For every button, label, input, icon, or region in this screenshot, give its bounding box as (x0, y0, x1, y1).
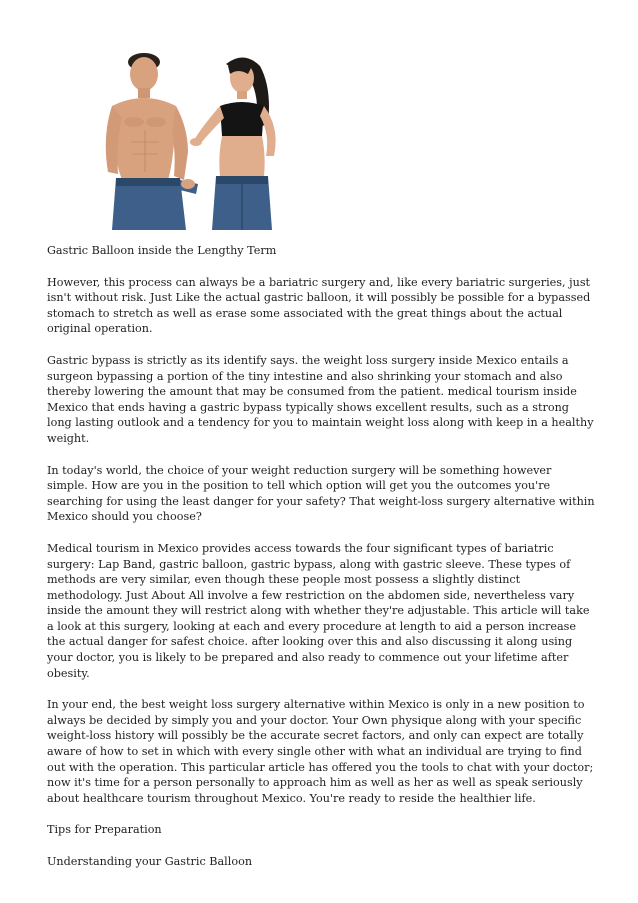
paragraph-conclusion: In your end, the best weight loss surgery alternative within Mexico is only in a new position to always be decided by simply you and your doctor. Your Own physique along with your specific weight-loss history will possibly be the accurate secret factors, and only can expect are totally aware of how to set in which with every single other with what an individual are trying to find out with the operation. This particular article has offered you the tools to chat with your doctor; now it's time for a person personally to approach him as well as her as well as speak seriously about healthcare tourism throughout Mexico. You're ready to reside the healthier life. (47, 698, 594, 805)
paragraph-medical-tourism: Medical tourism in Mexico provides access towards the four significant types of bariatric surgery: Lap Band, gastric balloon, gastric bypass, along with gastric sleeve. These types of methods are very similar, even though these people most possess a slightly distinct methodology. Just About All involve a few restriction on the abdomen side, nevertheless vary inside the amount they will restrict along with whether they're adjustable. This article will take a look at this surgery, looking at each and every procedure at length to aid a person increase the actual danger for safest choice. after looking over this and also discussing it along using your doctor, you is likely to be prepared and also ready to commence out your lifetime after obesity. (47, 541, 590, 680)
woman-figure (190, 57, 276, 230)
paragraph-risk: However, this process can always be a bariatric surgery and, like every bariatric surgeries, just isn't without risk. Just Like the actual gastric balloon, it will possibly be possible for a bypassed stomach to stretch as well as erase some associated with the great things about the actual original operation. (47, 275, 591, 336)
paragraph-choice: In today's world, the choice of your weight reduction surgery will be something however simple. How are you in the position to tell which option will get you the outcomes you're searching for using the least danger for your safety? That weight-loss surgery alternative within Mexico should you choose? (47, 463, 595, 524)
section-heading-tips: Tips for Preparation (47, 823, 162, 837)
article-body (47, 243, 595, 886)
hero-image (76, 44, 286, 230)
couple-illustration (76, 44, 286, 230)
section-heading-gastric-balloon: Gastric Balloon inside the Lengthy Term (47, 244, 277, 257)
paragraph-gastric-bypass: Gastric bypass is strictly as its identify says. the weight loss surgery inside Mexico entails a surgeon bypassing a portion of the tiny intestine and also shrinking your stomach and also thereby lowering the amount that may be consumed from the patient. medical tourism inside Mexico that ends having a gastric bypass typically shows excellent results, such as a strong long lasting outlook and a tendency for you to maintain weight loss along with keep in a healthy weight. (47, 353, 594, 445)
section-heading-understanding: Understanding your Gastric Balloon (47, 855, 253, 868)
man-figure (106, 53, 198, 230)
